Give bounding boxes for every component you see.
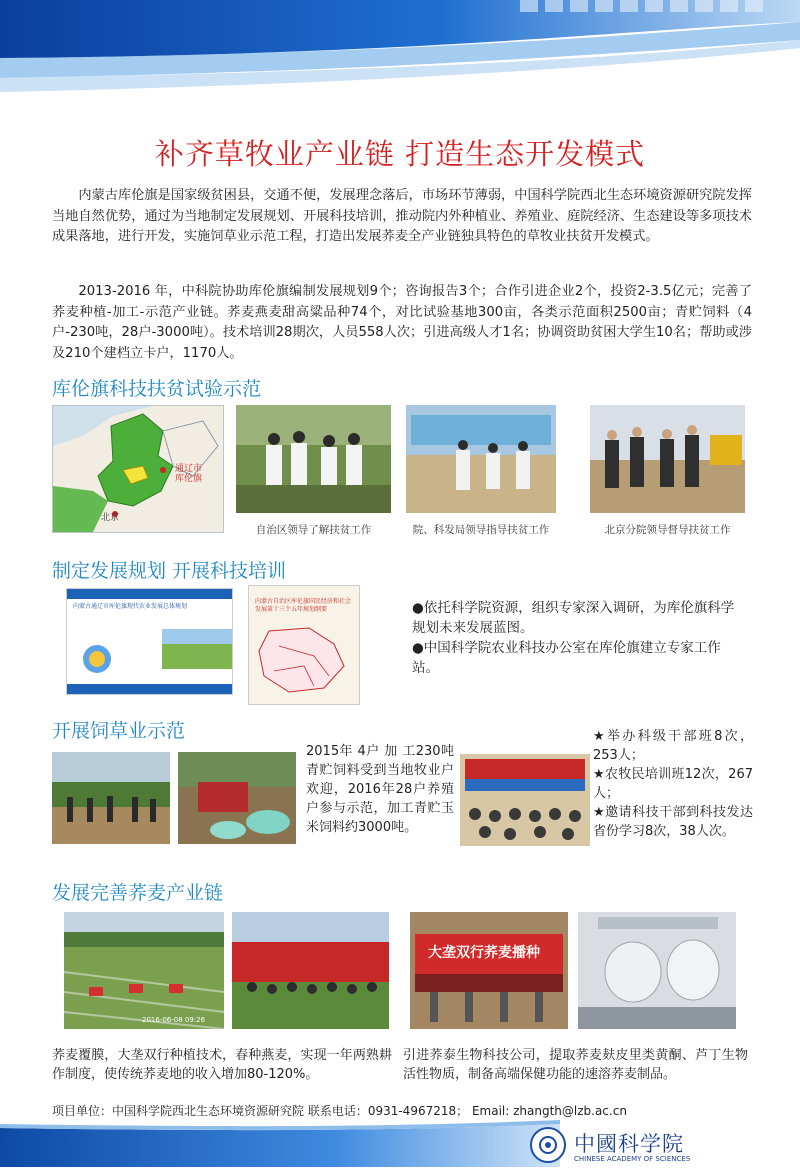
photo-seeder-machine [410, 912, 568, 1029]
caption-branch-leaders: 北京分院领导督导扶贫工作 [604, 524, 731, 536]
photo-buckwheat-field [64, 912, 224, 1029]
section-heading-planning: 制定发展规划 开展科技培训 [52, 560, 287, 582]
photo-processing-equipment [578, 912, 736, 1029]
doc2-title: 内蒙古自治区库伦旗国民经济和社会发展第十三个五年规划纲要 [255, 598, 352, 613]
section-heading-demo: 库伦旗科技扶贫试验示范 [52, 378, 262, 400]
cas-logo-english: CHINESE ACADEMY OF SCIENCES [574, 1155, 691, 1163]
training-stat-cadre: ★举办科级干部班8次，253人； [593, 729, 753, 763]
training-stat-farmers: ★农牧民培训班12次，267人； [593, 767, 753, 801]
intro-paragraph-1: 内蒙古库伦旗是国家级贫困县，交通不便，发展理念落后，市场环节薄弱，中国科学院西北生态环境资源研究院发挥当地自然优势，通过为当地制定发展规划、开展科技培训，推动院内外种植业、养殖业、庭院经济、生态建设等多项技术成果落地，进行开发，实施饲草业示范工程，打造出发展荞麦全产业链独具特色的草牧业扶贫开发模式。 [52, 188, 752, 244]
photo-bureau-leaders [406, 405, 556, 513]
planning-bullet-1: ●依托科学院资源，组织专家深入调研，为库伦旗科学规划未来发展蓝图。 [412, 600, 735, 636]
doc1-title: 内蒙古通辽市库伦旗现代农业发展总体规划 [73, 603, 188, 610]
map-image [52, 405, 224, 533]
section-heading-buckwheat: 发展完善荞麦产业链 [52, 882, 224, 904]
footer-contact: 项目单位：中国科学院西北生态环境资源研究院 联系电话：0931-4967218； Email: zhangth@lzb.ac.cn [52, 1104, 627, 1118]
map-label-beijing: 北京 [101, 513, 120, 523]
section-heading-forage: 开展饲草业示范 [52, 720, 186, 742]
map-label-kulun: 库伦旗 [175, 474, 203, 484]
photo-training-meeting [460, 754, 590, 846]
map-label-tongliao: 通辽市 [175, 464, 203, 474]
seeder-sign: 大垄双行荞麦播种 [428, 945, 540, 961]
photo-timestamp: 2016-06-08 09:26 [142, 1016, 206, 1024]
photo-regional-leaders [236, 405, 391, 513]
header-decoration [0, 0, 800, 120]
photo-branch-leaders [590, 405, 745, 513]
caption-regional-leaders: 自治区领导了解扶贫工作 [255, 524, 372, 536]
forage-description: 2015年 4户 加 工230吨青贮饲料受到当地牧业户欢迎，2016年28户养殖户参与示范，加工青贮玉米饲料约3000吨。 [306, 744, 454, 835]
page-title: 补齐草牧业产业链 打造生态开发模式 [154, 137, 646, 171]
photo-buckwheat-event [232, 912, 389, 1029]
cas-logo-chinese: 中國科学院 [574, 1132, 684, 1156]
photo-forage-field [52, 752, 170, 844]
plan-document-cover-2 [248, 585, 360, 705]
plan-document-cover-1 [66, 588, 233, 695]
training-stat-study: ★邀请科技干部到科技发达省份学习8次，38人次。 [593, 805, 753, 839]
caption-bureau-leaders: 院、科发局领导指导扶贫工作 [412, 524, 550, 536]
photo-silage-machine [178, 752, 296, 844]
planning-bullet-2: ●中国科学院农业科技办公室在库伦旗建立专家工作站。 [412, 640, 721, 676]
intro-paragraph-2: 2013-2016 年，中科院协助库伦旗编制发展规划9个；咨询报告3个；合作引进企业2个，投资2-3.5亿元；完善了荞麦种植-加工-示范产业链。荞麦燕麦甜高粱品种74个，对比试验基地300亩，各类示范面积2500亩；青贮饲料（4户-230吨，28户-3000吨）。技术培训28期次，人员558人次；引进高级人才1名；协调资助贫困大学生10名；帮助或涉及210个建档立卡户，1170人。 [52, 284, 752, 361]
cas-logo-icon [528, 1126, 568, 1164]
buckwheat-caption-left: 荞麦覆膜，大垄双行种植技术，春种燕麦，实现一年两熟耕作制度，使传统荞麦地的收入增加80-120%。 [52, 1048, 392, 1082]
buckwheat-caption-right: 引进荞泰生物科技公司，提取荞麦麸皮里类黄酮、芦丁生物活性物质，制备高端保健功能的速溶荞麦制品。 [403, 1048, 748, 1082]
